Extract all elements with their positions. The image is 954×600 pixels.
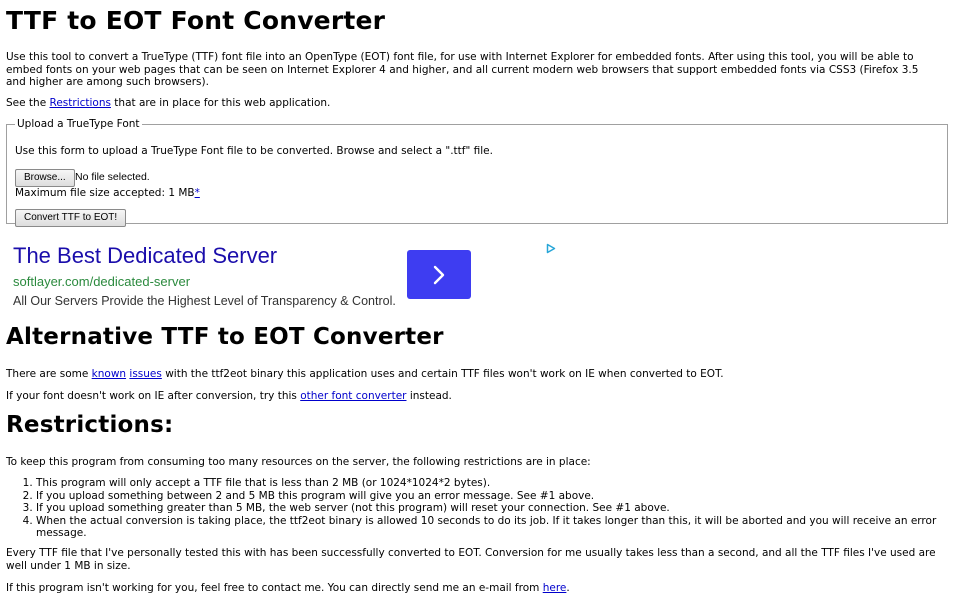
contact-note: [6, 582, 570, 595]
contact-pre: If this program isn't working for you, feel free to contact me. You can directly send me an e-mail from: [6, 582, 543, 594]
ad-description: All Our Servers Provide the Highest Level of Transparency & Control.: [13, 294, 396, 308]
restriction-item: 2. If you upload something between 2 and 5 MB this program will give you an error message. See #1 above.: [36, 490, 951, 503]
restrictions-list: [20, 477, 951, 540]
max-size-text: Maximum file size accepted: 1 MB: [15, 186, 195, 199]
alt-p1-pre: There are some: [6, 368, 92, 380]
alt-p2-post: instead.: [406, 390, 452, 402]
restrictions-intro: To keep this program from consuming too many resources on the server, the following restrictions are in place:: [6, 456, 591, 468]
browse-button[interactable]: Browse...: [15, 169, 75, 188]
max-size-note: [15, 187, 200, 200]
chevron-right-icon: [429, 264, 449, 286]
restriction-item: 4. When the actual conversion is taking place, the ttf2eot binary is allowed 10 seconds to do its job. If it takes longer than this, it will be aborted and you will receive an error message.: [36, 515, 951, 540]
restrictions-link[interactable]: Restrictions: [49, 97, 111, 109]
alt-p2-pre: If your font doesn't work on IE after conversion, try this: [6, 390, 301, 402]
restrictions-heading: Restrictions:: [6, 412, 174, 438]
restriction-item: 3. If you upload something greater than 5 MB, the web server (not this program) will reset your connection. See #1 above.: [36, 502, 951, 515]
upload-description: Use this form to upload a TrueType Font file to be converted. Browse and select a ".ttf" file.: [15, 144, 493, 157]
adchoices-icon[interactable]: [546, 243, 556, 258]
ad-url[interactable]: softlayer.com/dedicated-server: [13, 274, 191, 289]
restriction-item: 1. This program will only accept a TTF file that is less than 2 MB (or 1024*1024*2 bytes).: [36, 477, 951, 490]
contact-here-link[interactable]: here: [542, 582, 567, 594]
restrictions-note-post: that are in place for this web application.: [110, 97, 331, 109]
upload-legend: Upload a TrueType Font: [17, 118, 140, 130]
alternative-heading: Alternative TTF to EOT Converter: [6, 324, 444, 350]
issues-link[interactable]: issues: [129, 368, 162, 380]
restrictions-note: [6, 97, 330, 110]
ad-title[interactable]: The Best Dedicated Server: [13, 243, 278, 268]
max-size-footnote-link[interactable]: *: [194, 186, 200, 199]
page-title: TTF to EOT Font Converter: [6, 6, 386, 35]
file-status: No file selected.: [75, 170, 150, 183]
convert-button[interactable]: Convert TTF to EOT!: [15, 209, 126, 228]
contact-post: .: [566, 582, 570, 594]
upload-fieldset: [6, 118, 948, 224]
alternative-paragraph-2: [6, 390, 452, 403]
alt-p1-post: with the ttf2eot binary this application uses and certain TTF files won't work on IE when converted to EOT.: [161, 368, 724, 380]
other-converter-link[interactable]: other font converter: [300, 390, 407, 402]
tested-note: Every TTF file that I've personally tested this with has been successfully converted to EOT. Conversion for me usually takes less than a second, and all the TTF files I've used are well under 1 MB in size.: [6, 547, 936, 572]
intro-text: Use this tool to convert a TrueType (TTF) font file into an OpenType (EOT) font file, for use with Internet Explorer for embedded fonts. After using this tool, you will be able to embed fonts on your web pages that can be seen on Internet Explorer 4 and higher, and all current modern web browsers that support embedded fonts via CSS3 (Firefox 3.5 and higher are among such browsers).: [6, 51, 919, 88]
ad-open-button[interactable]: [407, 250, 471, 299]
restrictions-note-pre: See the: [6, 97, 50, 109]
known-link[interactable]: known: [91, 368, 127, 380]
alternative-paragraph-1: [6, 368, 724, 381]
